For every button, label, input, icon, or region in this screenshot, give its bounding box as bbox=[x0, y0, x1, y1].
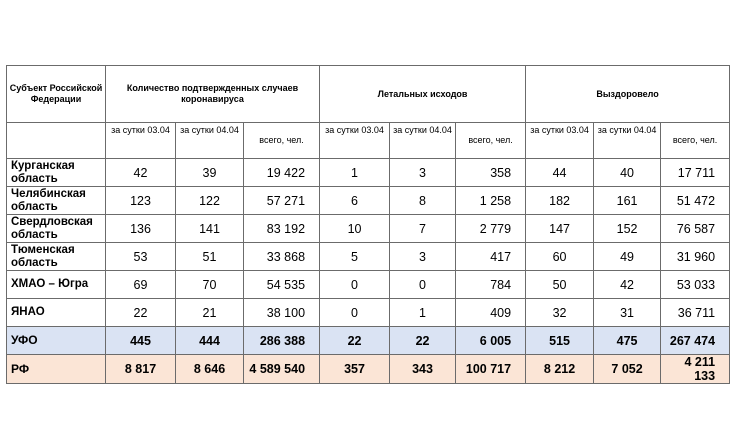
value-cell: 33 868 bbox=[244, 243, 320, 271]
table-row-rf bbox=[7, 355, 730, 384]
value-cell: 1 bbox=[390, 299, 456, 327]
value-cell: 49 bbox=[594, 243, 661, 271]
value-cell: 22 bbox=[106, 299, 176, 327]
value-cell: 161 bbox=[594, 187, 661, 215]
value-cell: 123 bbox=[106, 187, 176, 215]
value-cell: 417 bbox=[456, 243, 526, 271]
value-cell: 8 bbox=[390, 187, 456, 215]
value-cell: 122 bbox=[176, 187, 244, 215]
value-cell: 0 bbox=[390, 271, 456, 299]
table-row bbox=[7, 271, 730, 299]
subheader-cell: за сутки 04.04 bbox=[390, 123, 456, 159]
value-cell: 44 bbox=[526, 159, 594, 187]
subheader-cell: за сутки 04.04 bbox=[594, 123, 661, 159]
summary-rows bbox=[7, 327, 730, 384]
value-cell: 57 271 bbox=[244, 187, 320, 215]
value-cell: 60 bbox=[526, 243, 594, 271]
value-cell: 3 bbox=[390, 243, 456, 271]
value-cell: 444 bbox=[176, 327, 244, 355]
value-cell: 182 bbox=[526, 187, 594, 215]
value-cell: 358 bbox=[456, 159, 526, 187]
value-cell: 42 bbox=[106, 159, 176, 187]
region-name: Челябинская область bbox=[7, 187, 106, 215]
value-cell: 83 192 bbox=[244, 215, 320, 243]
region-name: ЯНАО bbox=[7, 299, 106, 327]
value-cell: 69 bbox=[106, 271, 176, 299]
subheader-empty bbox=[7, 123, 106, 159]
value-cell: 152 bbox=[594, 215, 661, 243]
header-recovered: Выздоровело bbox=[526, 66, 730, 123]
value-cell: 8 646 bbox=[176, 355, 244, 384]
value-cell: 409 bbox=[456, 299, 526, 327]
table-row bbox=[7, 215, 730, 243]
header-confirmed: Количество подтвержденных случаев коронавируса bbox=[106, 66, 320, 123]
header-subject: Субъект Российской Федерации bbox=[7, 66, 106, 123]
value-cell: 17 711 bbox=[661, 159, 730, 187]
value-cell: 100 717 bbox=[456, 355, 526, 384]
value-cell: 286 388 bbox=[244, 327, 320, 355]
value-cell: 19 422 bbox=[244, 159, 320, 187]
value-cell: 6 bbox=[320, 187, 390, 215]
value-cell: 70 bbox=[176, 271, 244, 299]
covid-stats-table bbox=[6, 65, 730, 384]
value-cell: 54 535 bbox=[244, 271, 320, 299]
value-cell: 39 bbox=[176, 159, 244, 187]
header-deaths: Летальных исходов bbox=[320, 66, 526, 123]
value-cell: 515 bbox=[526, 327, 594, 355]
subheader-row bbox=[7, 123, 730, 159]
region-name: Свердловская область bbox=[7, 215, 106, 243]
value-cell: 10 bbox=[320, 215, 390, 243]
subheader-cell: за сутки 03.04 bbox=[106, 123, 176, 159]
value-cell: 4 589 540 bbox=[244, 355, 320, 384]
value-cell: 136 bbox=[106, 215, 176, 243]
value-cell: 0 bbox=[320, 271, 390, 299]
value-cell: 267 474 bbox=[661, 327, 730, 355]
value-cell: 475 bbox=[594, 327, 661, 355]
value-cell: 1 258 bbox=[456, 187, 526, 215]
value-cell: 36 711 bbox=[661, 299, 730, 327]
value-cell: 5 bbox=[320, 243, 390, 271]
value-cell: 53 033 bbox=[661, 271, 730, 299]
value-cell: 21 bbox=[176, 299, 244, 327]
subheader-cell: за сутки 04.04 bbox=[176, 123, 244, 159]
value-cell: 8 817 bbox=[106, 355, 176, 384]
value-cell: 6 005 bbox=[456, 327, 526, 355]
value-cell: 40 bbox=[594, 159, 661, 187]
region-name: Курганская область bbox=[7, 159, 106, 187]
value-cell: 8 212 bbox=[526, 355, 594, 384]
value-cell: 0 bbox=[320, 299, 390, 327]
value-cell: 32 bbox=[526, 299, 594, 327]
value-cell: 51 bbox=[176, 243, 244, 271]
table-row-ufo bbox=[7, 327, 730, 355]
value-cell: 1 bbox=[320, 159, 390, 187]
value-cell: 141 bbox=[176, 215, 244, 243]
value-cell: 31 960 bbox=[661, 243, 730, 271]
value-cell: 357 bbox=[320, 355, 390, 384]
subheader-cell: всего, чел. bbox=[244, 123, 320, 159]
value-cell: 51 472 bbox=[661, 187, 730, 215]
value-cell: 784 bbox=[456, 271, 526, 299]
table-row bbox=[7, 187, 730, 215]
region-name: РФ bbox=[7, 355, 106, 384]
region-name: УФО bbox=[7, 327, 106, 355]
value-cell: 42 bbox=[594, 271, 661, 299]
value-cell: 38 100 bbox=[244, 299, 320, 327]
region-name: Тюменская область bbox=[7, 243, 106, 271]
value-cell: 147 bbox=[526, 215, 594, 243]
value-cell: 2 779 bbox=[456, 215, 526, 243]
value-cell: 76 587 bbox=[661, 215, 730, 243]
value-cell: 7 bbox=[390, 215, 456, 243]
table-row bbox=[7, 159, 730, 187]
subheader-cell: за сутки 03.04 bbox=[320, 123, 390, 159]
value-cell: 22 bbox=[320, 327, 390, 355]
subheader-cell: всего, чел. bbox=[456, 123, 526, 159]
table-row bbox=[7, 243, 730, 271]
subheader-cell: за сутки 03.04 bbox=[526, 123, 594, 159]
region-name: ХМАО – Югра bbox=[7, 271, 106, 299]
value-cell: 53 bbox=[106, 243, 176, 271]
data-rows bbox=[7, 159, 730, 327]
subheader-cell: всего, чел. bbox=[661, 123, 730, 159]
value-cell: 7 052 bbox=[594, 355, 661, 384]
value-cell: 4 211 133 bbox=[661, 355, 730, 384]
value-cell: 31 bbox=[594, 299, 661, 327]
value-cell: 22 bbox=[390, 327, 456, 355]
value-cell: 343 bbox=[390, 355, 456, 384]
value-cell: 3 bbox=[390, 159, 456, 187]
value-cell: 50 bbox=[526, 271, 594, 299]
table-row bbox=[7, 299, 730, 327]
value-cell: 445 bbox=[106, 327, 176, 355]
header-row bbox=[7, 66, 730, 123]
